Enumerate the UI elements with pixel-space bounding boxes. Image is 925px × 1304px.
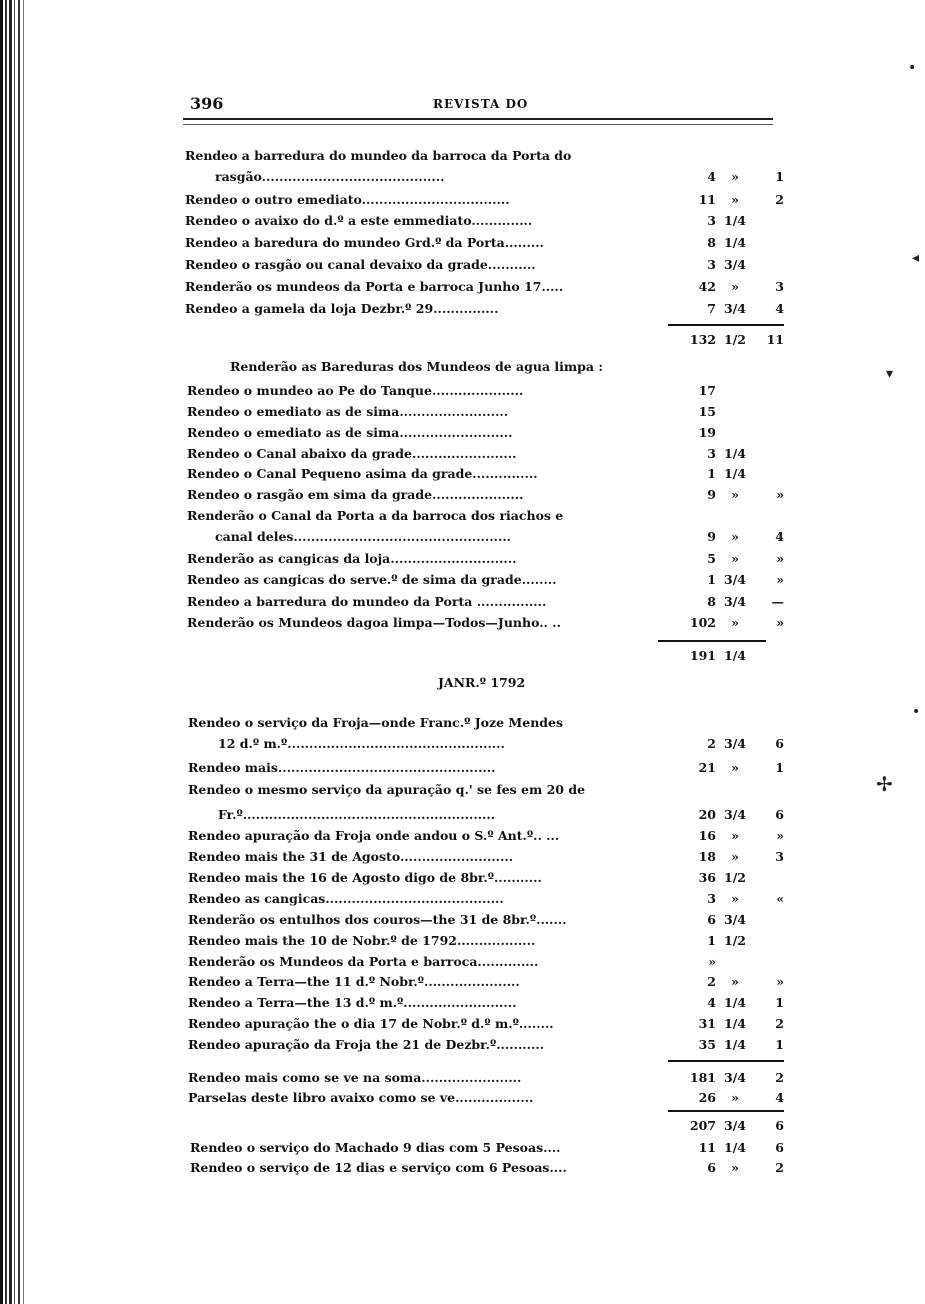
- entry-label: Rendeo o emediato as de sima..........................: [187, 425, 513, 440]
- ledger-row: [0, 592, 925, 612]
- entry-label: Parselas deste libro avaixo como se ve..................: [188, 1090, 534, 1105]
- amount-c3: «: [776, 891, 784, 906]
- amount-c3: 4: [775, 301, 784, 316]
- entry-label: Rendeo a barredura do mundeo da barroca da Porta do: [185, 148, 572, 163]
- amount-c2: »: [731, 615, 739, 630]
- entry-label: Rendeo o rasgão em sima da grade.....................: [187, 487, 524, 502]
- entry-label: Rendeo a barredura do mundeo da Porta ................: [187, 594, 547, 609]
- amount-c3: 1: [775, 995, 784, 1010]
- entry-label: Rendeo a gamela da loja Dezbr.º 29...............: [185, 301, 499, 316]
- amount-c2: »: [731, 279, 739, 294]
- entry-label: Renderão o Canal da Porta a da barroca dos riachos e: [187, 508, 564, 523]
- scan-speck: •: [908, 60, 917, 76]
- ledger-row: [0, 211, 925, 231]
- ledger-row: [0, 1035, 925, 1055]
- entry-label: Rendeo apuração da Froja the 21 de Dezbr.º...........: [188, 1037, 545, 1052]
- ledger-row: [0, 780, 925, 800]
- amount-c1: 207: [689, 1118, 716, 1133]
- amount-c1: 7: [707, 301, 716, 316]
- amount-c3: »: [776, 572, 784, 587]
- amount-c1: 191: [689, 648, 716, 663]
- amount-c2: 1/4: [724, 213, 746, 228]
- entry-label: Rendeo a Terra—the 11 d.º Nobr.º......................: [188, 974, 520, 989]
- ledger-row: [0, 444, 925, 464]
- amount-c2: »: [731, 849, 739, 864]
- amount-c1: 19: [698, 425, 716, 440]
- entry-label: Rendeo o serviço de 12 dias e serviço com 6 Pesoas....: [190, 1160, 567, 1175]
- entry-label: Rendeo o Canal abaixo da grade........................: [187, 446, 517, 461]
- amount-c1: 3: [707, 446, 716, 461]
- amount-c1: 1: [707, 466, 716, 481]
- amount-c1: 9: [707, 529, 716, 544]
- entry-label: Renderão os Mundeos da Porta e barroca..............: [188, 954, 539, 969]
- amount-c2: 3/4: [724, 807, 746, 822]
- amount-c2: 1/4: [724, 995, 746, 1010]
- entry-label: Renderão os Mundeos dagoa limpa—Todos—Junho.. ..: [187, 615, 561, 630]
- entry-label: Renderão os entulhos dos couros—the 31 de 8br.º.......: [188, 912, 567, 927]
- ledger-row: [0, 1158, 925, 1178]
- amount-c3: »: [776, 551, 784, 566]
- entry-label: Fr.º..........................................................: [218, 807, 496, 822]
- amount-c3: 4: [775, 1090, 784, 1105]
- amount-c3: 1: [775, 760, 784, 775]
- entry-label: Rendeo o mundeo ao Pe do Tanque.....................: [187, 383, 524, 398]
- entry-label: Rendeo o emediato as de sima.........................: [187, 404, 509, 419]
- sum-rule: [668, 324, 784, 326]
- amount-c3: 3: [775, 279, 784, 294]
- entry-label: Rendeo o serviço do Machado 9 dias com 5 Pesoas....: [190, 1140, 561, 1155]
- amount-c2: »: [731, 974, 739, 989]
- amount-c1: 21: [698, 760, 716, 775]
- amount-c3: 3: [775, 849, 784, 864]
- ledger-row: [0, 952, 925, 972]
- page-number: 396: [190, 94, 224, 113]
- amount-c2: 3/4: [724, 736, 746, 751]
- ledger-row: [0, 713, 925, 733]
- amount-c2: »: [731, 1160, 739, 1175]
- ledger-row: [0, 299, 925, 319]
- amount-c2: 1/2: [724, 332, 746, 347]
- amount-c3: 2: [775, 1070, 784, 1085]
- amount-c1: 6: [707, 1160, 716, 1175]
- amount-c2: »: [731, 192, 739, 207]
- ledger-row: [0, 868, 925, 888]
- amount-c1: 31: [698, 1016, 716, 1031]
- ledger-row: [0, 146, 925, 166]
- amount-c2: 1/2: [724, 933, 746, 948]
- amount-c2: »: [731, 891, 739, 906]
- entry-label: Renderão as cangicas da loja.............................: [187, 551, 517, 566]
- amount-c1: 8: [707, 594, 716, 609]
- ledger-row: [0, 1014, 925, 1034]
- ledger-row: [0, 485, 925, 505]
- amount-c3: 1: [775, 169, 784, 184]
- amount-c3: 2: [775, 192, 784, 207]
- amount-c2: 1/4: [724, 1037, 746, 1052]
- amount-c2: 3/4: [724, 1070, 746, 1085]
- scan-speck: ▾: [886, 366, 894, 382]
- amount-c3: »: [776, 828, 784, 843]
- entry-label: Rendeo mais..................................................: [188, 760, 496, 775]
- entry-label: Rendeo o serviço da Froja—onde Franc.º Joze Mendes: [188, 715, 564, 730]
- amount-c2: »: [731, 487, 739, 502]
- amount-c1: 102: [689, 615, 716, 630]
- entry-label: 12 d.º m.º..................................................: [218, 736, 505, 751]
- amount-c1: 4: [707, 995, 716, 1010]
- amount-c2: 3/4: [724, 572, 746, 587]
- amount-c2: »: [731, 529, 739, 544]
- amount-c3: 11: [766, 332, 784, 347]
- amount-c2: »: [731, 169, 739, 184]
- ledger-row: [0, 381, 925, 401]
- entry-label: Rendeo o Canal Pequeno asima da grade...............: [187, 466, 538, 481]
- entry-label: Rendeo apuração the o dia 17 de Nobr.º d.º m.º........: [188, 1016, 554, 1031]
- section-heading: Renderão as Bareduras dos Mundeos de agua limpa :: [230, 359, 603, 374]
- ledger-row: [0, 167, 925, 187]
- amount-c2: 3/4: [724, 257, 746, 272]
- ledger-row: [0, 889, 925, 909]
- amount-c1: 2: [707, 974, 716, 989]
- ledger-row: [0, 277, 925, 297]
- entry-label: Rendeo a baredura do mundeo Grd.º da Porta.........: [185, 235, 544, 250]
- amount-c1: 3: [707, 213, 716, 228]
- entry-label: Rendeo mais como se ve na soma.......................: [188, 1070, 522, 1085]
- entry-label: Rendeo apuração da Froja onde andou o S.º Ant.º.. ...: [188, 828, 560, 843]
- amount-c1: 20: [698, 807, 716, 822]
- amount-c2: 3/4: [724, 912, 746, 927]
- amount-c1: 3: [707, 257, 716, 272]
- entry-label: Rendeo o mesmo serviço da apuração q.' se fes em 20 de: [188, 782, 586, 797]
- amount-c3: 6: [775, 1118, 784, 1133]
- amount-c3: 6: [775, 807, 784, 822]
- amount-c1: 18: [698, 849, 716, 864]
- amount-c2: »: [731, 760, 739, 775]
- entry-label: Rendeo as cangicas do serve.º de sima da grade........: [187, 572, 557, 587]
- entry-label: Rendeo mais the 16 de Agosto digo de 8br.º...........: [188, 870, 542, 885]
- sum-rule: [658, 640, 766, 642]
- amount-c3: »: [776, 615, 784, 630]
- total-row: [0, 330, 925, 350]
- amount-c1: 17: [698, 383, 716, 398]
- amount-c2: 1/4: [724, 1016, 746, 1031]
- sum-rule: [668, 1110, 784, 1112]
- amount-c1: 36: [698, 870, 716, 885]
- entry-label: Rendeo mais the 31 de Agosto..........................: [188, 849, 514, 864]
- running-head: REVISTA DO: [433, 97, 529, 111]
- amount-c3: »: [776, 974, 784, 989]
- scan-speck: ✢: [876, 772, 893, 796]
- amount-c3: —: [771, 594, 784, 609]
- entry-label: Rendeo o avaixo do d.º a este emmediato..............: [185, 213, 533, 228]
- amount-c2: 3/4: [724, 1118, 746, 1133]
- entry-label: Rendeo o rasgão ou canal devaixo da grade...........: [185, 257, 536, 272]
- amount-c3: 2: [775, 1016, 784, 1031]
- amount-c1: 11: [698, 1140, 716, 1155]
- amount-c1: 8: [707, 235, 716, 250]
- amount-c1: 35: [698, 1037, 716, 1052]
- amount-c1: 42: [698, 279, 716, 294]
- ledger-row: [0, 613, 925, 633]
- total-row: [0, 646, 925, 666]
- ledger-row: [0, 527, 925, 547]
- entry-label: Rendeo mais the 10 de Nobr.º de 1792..................: [188, 933, 536, 948]
- scan-speck: ◂: [912, 250, 920, 266]
- ledger-row: [0, 464, 925, 484]
- entry-label: Rendeo as cangicas.........................................: [188, 891, 504, 906]
- amount-c3: 2: [775, 1160, 784, 1175]
- amount-c3: 4: [775, 529, 784, 544]
- year-heading: JANR.º 1792: [438, 675, 526, 690]
- ledger-row: [0, 826, 925, 846]
- ledger-row: [0, 1138, 925, 1158]
- amount-c1: 16: [698, 828, 716, 843]
- amount-c1: 132: [689, 332, 716, 347]
- amount-c1: »: [708, 954, 716, 969]
- amount-c2: 3/4: [724, 594, 746, 609]
- amount-c1: 2: [707, 736, 716, 751]
- ledger-row: [0, 805, 925, 825]
- entry-label: canal deles..................................................: [215, 529, 512, 544]
- entry-label: rasgão..........................................: [215, 169, 445, 184]
- amount-c2: 1/4: [724, 235, 746, 250]
- amount-c3: 6: [775, 1140, 784, 1155]
- ledger-row: [0, 931, 925, 951]
- amount-c2: »: [731, 551, 739, 566]
- ledger-row: [0, 734, 925, 754]
- subtotal-row: [0, 1088, 925, 1108]
- ledger-row: [0, 233, 925, 253]
- amount-c2: »: [731, 828, 739, 843]
- amount-c1: 11: [698, 192, 716, 207]
- amount-c1: 3: [707, 891, 716, 906]
- amount-c2: 1/4: [724, 1140, 746, 1155]
- amount-c3: »: [776, 487, 784, 502]
- entry-label: Renderão os mundeos da Porta e barroca Junho 17.....: [185, 279, 564, 294]
- amount-c3: 6: [775, 736, 784, 751]
- ledger-row: [0, 549, 925, 569]
- amount-c1: 5: [707, 551, 716, 566]
- ledger-row: [0, 972, 925, 992]
- amount-c1: 15: [698, 404, 716, 419]
- ledger-row: [0, 190, 925, 210]
- sum-rule: [668, 1060, 784, 1062]
- ledger-row: [0, 910, 925, 930]
- ledger-row: [0, 758, 925, 778]
- ledger-row: [0, 423, 925, 443]
- ledger-row: [0, 402, 925, 422]
- amount-c3: 1: [775, 1037, 784, 1052]
- subtotal-row: [0, 1068, 925, 1088]
- ledger-row: [0, 570, 925, 590]
- amount-c2: »: [731, 1090, 739, 1105]
- amount-c2: 3/4: [724, 301, 746, 316]
- amount-c1: 9: [707, 487, 716, 502]
- entry-label: Rendeo a Terra—the 13 d.º m.º..........................: [188, 995, 517, 1010]
- entry-label: Rendeo o outro emediato..................................: [185, 192, 510, 207]
- amount-c1: 1: [707, 572, 716, 587]
- amount-c1: 181: [689, 1070, 716, 1085]
- amount-c1: 26: [698, 1090, 716, 1105]
- ledger-row: [0, 847, 925, 867]
- amount-c2: 1/4: [724, 446, 746, 461]
- total-row: [0, 1116, 925, 1136]
- amount-c1: 1: [707, 933, 716, 948]
- amount-c2: 1/4: [724, 648, 746, 663]
- ledger-row: [0, 506, 925, 526]
- ledger-row: [0, 255, 925, 275]
- ledger-row: [0, 993, 925, 1013]
- amount-c1: 4: [707, 169, 716, 184]
- amount-c2: 1/4: [724, 466, 746, 481]
- scan-speck: •: [912, 704, 921, 720]
- amount-c2: 1/2: [724, 870, 746, 885]
- amount-c1: 6: [707, 912, 716, 927]
